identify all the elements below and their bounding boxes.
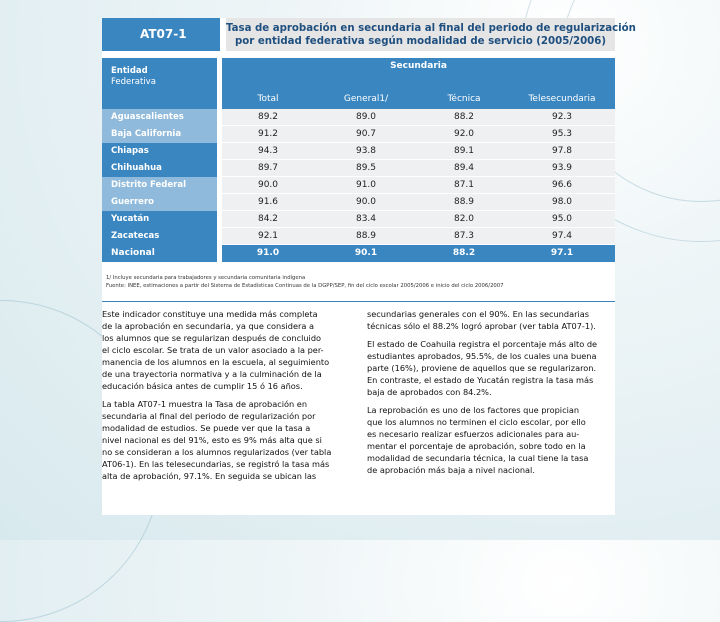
row-label: Yucatán	[102, 211, 217, 228]
table-row	[222, 109, 615, 126]
text-line: baja de aprobados con 84.2%.	[367, 387, 492, 397]
table-title	[226, 18, 636, 51]
table-cell: 95.3	[551, 129, 573, 139]
text-line: estudiantes aprobados, 95.5%, de los cuales una buena	[367, 351, 597, 361]
text-line: de la aprobación en secundaria, ya que considera a	[102, 321, 314, 331]
national-label: Nacional	[102, 245, 217, 262]
table-cell: 95.0	[551, 214, 573, 224]
text-column-right	[367, 308, 615, 482]
table-cell: 87.3	[453, 231, 475, 241]
row-label: Zacatecas	[102, 228, 217, 245]
table-header	[102, 18, 636, 51]
text-line: manencia de los alumnos en la escuela, al seguimiento	[102, 357, 330, 367]
text-line: modalidad de estudios. Se puede ver que la tasa a	[102, 423, 311, 433]
national-value: 88.2	[452, 248, 476, 258]
table-cell: 92.1	[257, 231, 279, 241]
table-cell: 88.9	[355, 231, 377, 241]
column-header: Técnica	[447, 94, 481, 104]
table-row	[222, 160, 615, 177]
table-cell: 90.7	[355, 129, 377, 139]
entity-column-header	[102, 58, 217, 109]
text-line: secundarias generales con el 90%. En las secundarias	[367, 309, 590, 319]
text-line: La tabla AT07-1 muestra la Tasa de aprobación en	[102, 399, 308, 409]
text-line: parte (16%), proviene de aquellos que se regularizaron.	[367, 363, 597, 373]
text-line: no se consideran a los alumnos regularizados (ver tabla	[102, 447, 332, 457]
table-cell: 89.0	[355, 112, 377, 122]
text-line: La reprobación es uno de los factores que propician	[367, 405, 580, 415]
paragraph	[367, 338, 615, 398]
paragraph	[367, 404, 615, 476]
national-row	[222, 245, 615, 262]
source-note: Fuente: INEE, estimaciones a partir del Sistema de Estadísticas Continuas de la DGPP/SEP, fin del ciclo escolar 2005/2006 e inicio del ciclo 2006/2007	[106, 283, 504, 289]
text-line: mentar el porcentaje de aprobación, sobre todo en la	[367, 441, 586, 451]
table-cell: 92.0	[453, 129, 475, 139]
text-line: de una trayectoria normativa y a la culminación de la	[102, 369, 322, 379]
table-cell: 91.0	[355, 180, 377, 190]
column-header: Total	[257, 94, 279, 104]
table-cell: 89.7	[257, 163, 279, 173]
text-line: secundaria al final del periodo de regularización por	[102, 411, 316, 421]
text-line: alta de aprobación, 97.1%. En seguida se ubican las	[102, 471, 317, 481]
paragraph	[102, 308, 354, 392]
row-label: Chiapas	[102, 143, 217, 160]
footnote: 1/ Incluye secundaria para trabajadores y secundaria comunitaria indígena	[106, 275, 306, 281]
text-column-left	[102, 308, 354, 488]
text-line: nivel nacional es del 91%, esto es 9% más alta que si	[102, 435, 322, 445]
table-cell: 98.0	[551, 197, 573, 207]
table-cell: 89.5	[355, 163, 377, 173]
table-row	[222, 228, 615, 245]
row-label: Aguascalientes	[102, 109, 217, 126]
text-line: AT06-1). En las telesecundarias, se registró la tasa más	[102, 459, 330, 469]
table-code: AT07-1	[102, 18, 220, 51]
table-cell: 96.6	[551, 180, 573, 190]
table-cell: 87.1	[453, 180, 475, 190]
text-line: En contraste, el estado de Yucatán registra la tasa más	[367, 375, 594, 385]
text-line: técnicas sólo el 88.2% logró aprobar (ver tabla AT07-1).	[367, 321, 596, 331]
table-cell: 83.4	[355, 214, 377, 224]
national-value: 90.1	[354, 248, 378, 258]
column-header: Telesecundaria	[528, 94, 596, 104]
table-cell: 93.8	[355, 146, 377, 156]
table-row	[222, 126, 615, 143]
divider	[102, 301, 615, 302]
table-cell: 88.9	[453, 197, 475, 207]
row-label: Guerrero	[102, 194, 217, 211]
entity-subheader: Federativa	[111, 77, 156, 87]
table-cell: 94.3	[257, 146, 279, 156]
table-cell: 97.4	[551, 231, 573, 241]
table-cell: 82.0	[453, 214, 475, 224]
row-label: Distrito Federal	[102, 177, 217, 194]
text-line: es necesario realizar esfuerzos adicionales para au-	[367, 429, 580, 439]
text-line: que los alumnos no terminen el ciclo escolar, por ello	[367, 417, 586, 427]
table-cell: 90.0	[257, 180, 279, 190]
table-cell: 89.2	[257, 112, 279, 122]
row-label: Baja California	[102, 126, 217, 143]
group-header: Secundaria	[222, 58, 615, 74]
column-header: General1/	[343, 94, 389, 104]
table-cell: 90.0	[355, 197, 377, 207]
text-line: los alumnos que se regularizan después de concluido	[102, 333, 322, 343]
paragraph	[102, 398, 354, 482]
table-cell: 89.1	[453, 146, 475, 156]
national-value: 97.1	[550, 248, 574, 258]
text-line: el ciclo escolar. Se trata de un valor asociado a la per-	[102, 345, 324, 355]
paragraph	[367, 308, 615, 332]
text-line: Este indicador constituye una medida más completa	[102, 309, 318, 319]
text-line: modalidad de secundaria técnica, la cual tiene la tasa	[367, 453, 589, 463]
table-cell: 89.4	[453, 163, 475, 173]
row-label: Chihuahua	[102, 160, 217, 177]
text-line: educación básica antes de cumplir 15 ó 16 años.	[102, 381, 303, 391]
document-page	[102, 18, 636, 515]
table-cell: 91.2	[257, 129, 279, 139]
table-title-line: por entidad federativa según modalidad de servicio (2005/2006)	[234, 36, 607, 47]
table-cell: 97.8	[551, 146, 573, 156]
text-line: El estado de Coahuila registra el porcentaje más alto de	[367, 339, 598, 349]
text-line: de aprobación más baja a nivel nacional.	[367, 465, 535, 475]
table-title-line: Tasa de aprobación en secundaria al final del periodo de regularización	[226, 23, 636, 34]
table-cell: 84.2	[257, 214, 279, 224]
table-row	[222, 211, 615, 228]
column-headers	[222, 74, 615, 109]
national-value: 91.0	[256, 248, 280, 258]
table-cell: 88.2	[453, 112, 475, 122]
table-cell: 91.6	[257, 197, 279, 207]
table-cell: 93.9	[551, 163, 573, 173]
table-row	[222, 143, 615, 160]
entity-header: Entidad	[111, 66, 148, 76]
table-cell: 92.3	[551, 112, 573, 122]
table-row	[222, 177, 615, 194]
table-row	[222, 194, 615, 211]
